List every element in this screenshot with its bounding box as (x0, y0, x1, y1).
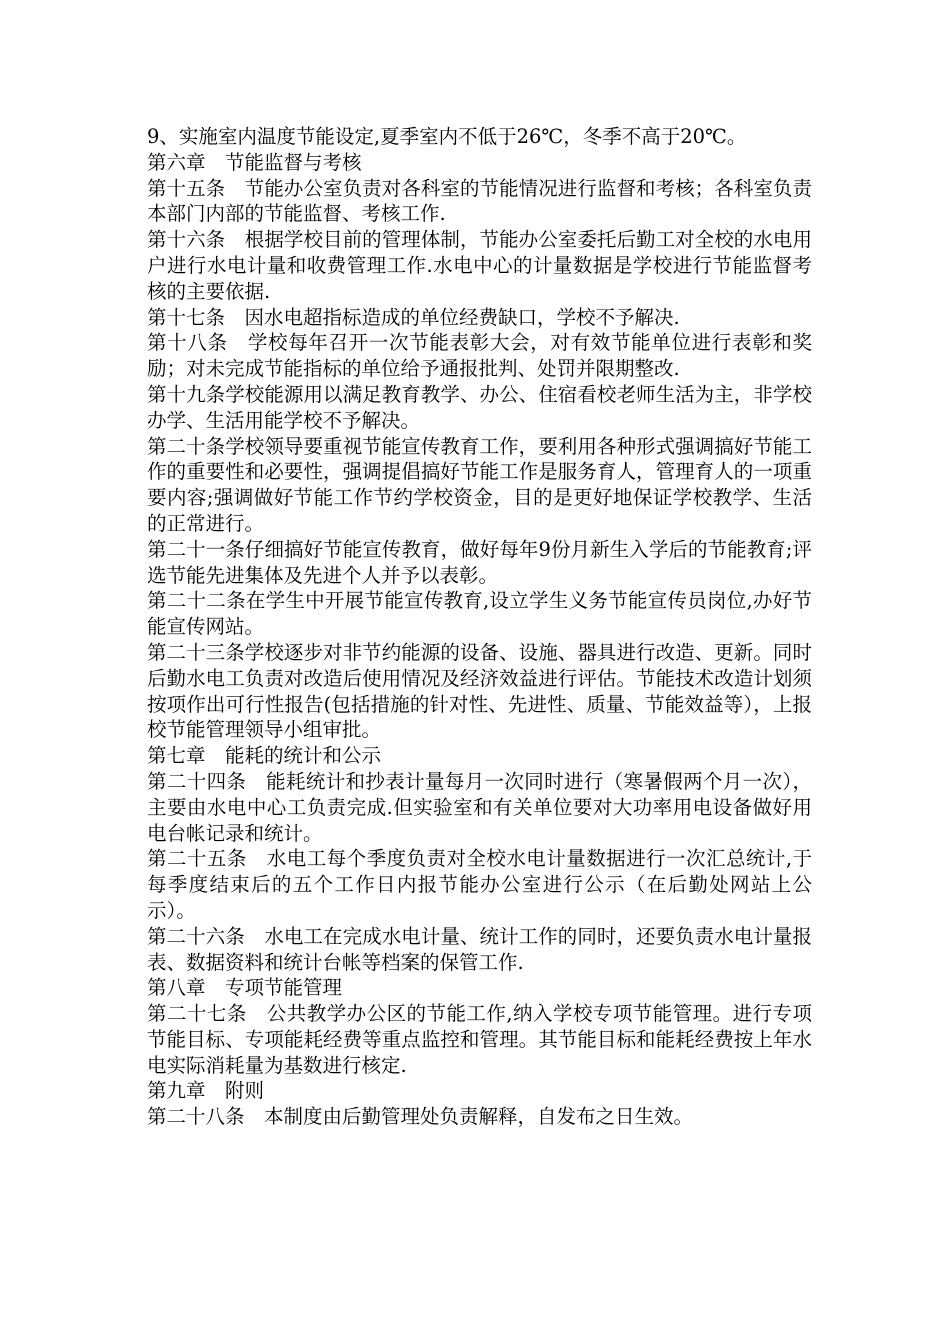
article-22: 第二十二条在学生中开展节能宣传教育,设立学生义务节能宣传员岗位,办好节能宣传网站。 (147, 589, 812, 639)
article-16: 第十六条 根据学校目前的管理体制，节能办公室委托后勤工对全校的水电用户进行水电计量和收费管理工作.水电中心的计量数据是学校进行节能监督考核的主要依据. (147, 228, 812, 303)
article-28: 第二十八条 本制度由后勤管理处负责解释，自发布之日生效。 (147, 1105, 694, 1129)
chapter-8-heading: 第八章 专项节能管理 (147, 976, 343, 1000)
clause-9-temperature: 9、实施室内温度节能设定,夏季室内不低于26℃，冬季不高于20℃。 (147, 125, 747, 148)
article-15: 第十五条 节能办公室负责对各科室的节能情况进行监督和考核；各科室负责本部门内部的节能监督、考核工作. (147, 176, 812, 226)
article-24: 第二十四条 能耗统计和抄表计量每月一次同时进行（寒暑假两个月一次），主要由水电中心工负责完成.但实验室和有关单位要对大功率用电设备做好用电台帐记录和统计。 (147, 769, 812, 845)
chapter-6-heading: 第六章 节能监督与考核 (147, 150, 362, 174)
article-18: 第十八条 学校每年召开一次节能表彰大会，对有效节能单位进行表彰和奖励；对未完成节能指标的单位给予通报批判、处罚并限期整改. (147, 331, 812, 381)
article-21: 第二十一条仔细搞好节能宣传教育，做好每年9份月新生入学后的节能教育;评选节能先进集体及先进个人并予以表彰。 (147, 537, 812, 587)
chapter-7-heading: 第七章 能耗的统计和公示 (147, 744, 382, 768)
article-19: 第十九条学校能源用以满足教育教学、办公、住宿看校老师生活为主，非学校办学、生活用能学校不予解决。 (147, 382, 812, 432)
article-20: 第二十条学校领导要重视节能宣传教育工作，要利用各种形式强调搞好节能工作的重要性和必要性，强调提倡搞好节能工作是服务育人，管理育人的一项重要内容;强调做好节能工作节约学校资金，目的是更好地保证学校教学、生活的正常进行。 (147, 434, 812, 535)
article-25: 第二十五条 水电工每个季度负责对全校水电计量数据进行一次汇总统计,于每季度结束后的五个工作日内报节能办公室进行公示（在后勤处网站上公示）。 (147, 847, 812, 922)
chapter-9-heading: 第九章 附则 (147, 1079, 265, 1103)
article-23: 第二十三条学校逐步对非节约能源的设备、设施、器具进行改造、更新。同时后勤水电工负责对改造后使用情况及经济效益进行评估。节能技术改造计划须按项作出可行性报告(包括措施的针对性、先进性、质量、节能效益等），上报校节能管理领导小组审批。 (147, 640, 812, 742)
document-body (147, 124, 812, 1130)
article-26: 第二十六条 水电工在完成水电计量、统计工作的同时，还要负责水电计量报表、数据资料和统计台帐等档案的保管工作. (147, 924, 812, 974)
article-27: 第二十七条 公共教学办公区的节能工作,纳入学校专项节能管理。进行专项节能目标、专项能耗经费等重点监控和管理。其节能目标和能耗经费按上年水电实际消耗量为基数进行核定. (147, 1002, 812, 1077)
article-17: 第十七条 因水电超指标造成的单位经费缺口，学校不予解决. (147, 305, 680, 329)
